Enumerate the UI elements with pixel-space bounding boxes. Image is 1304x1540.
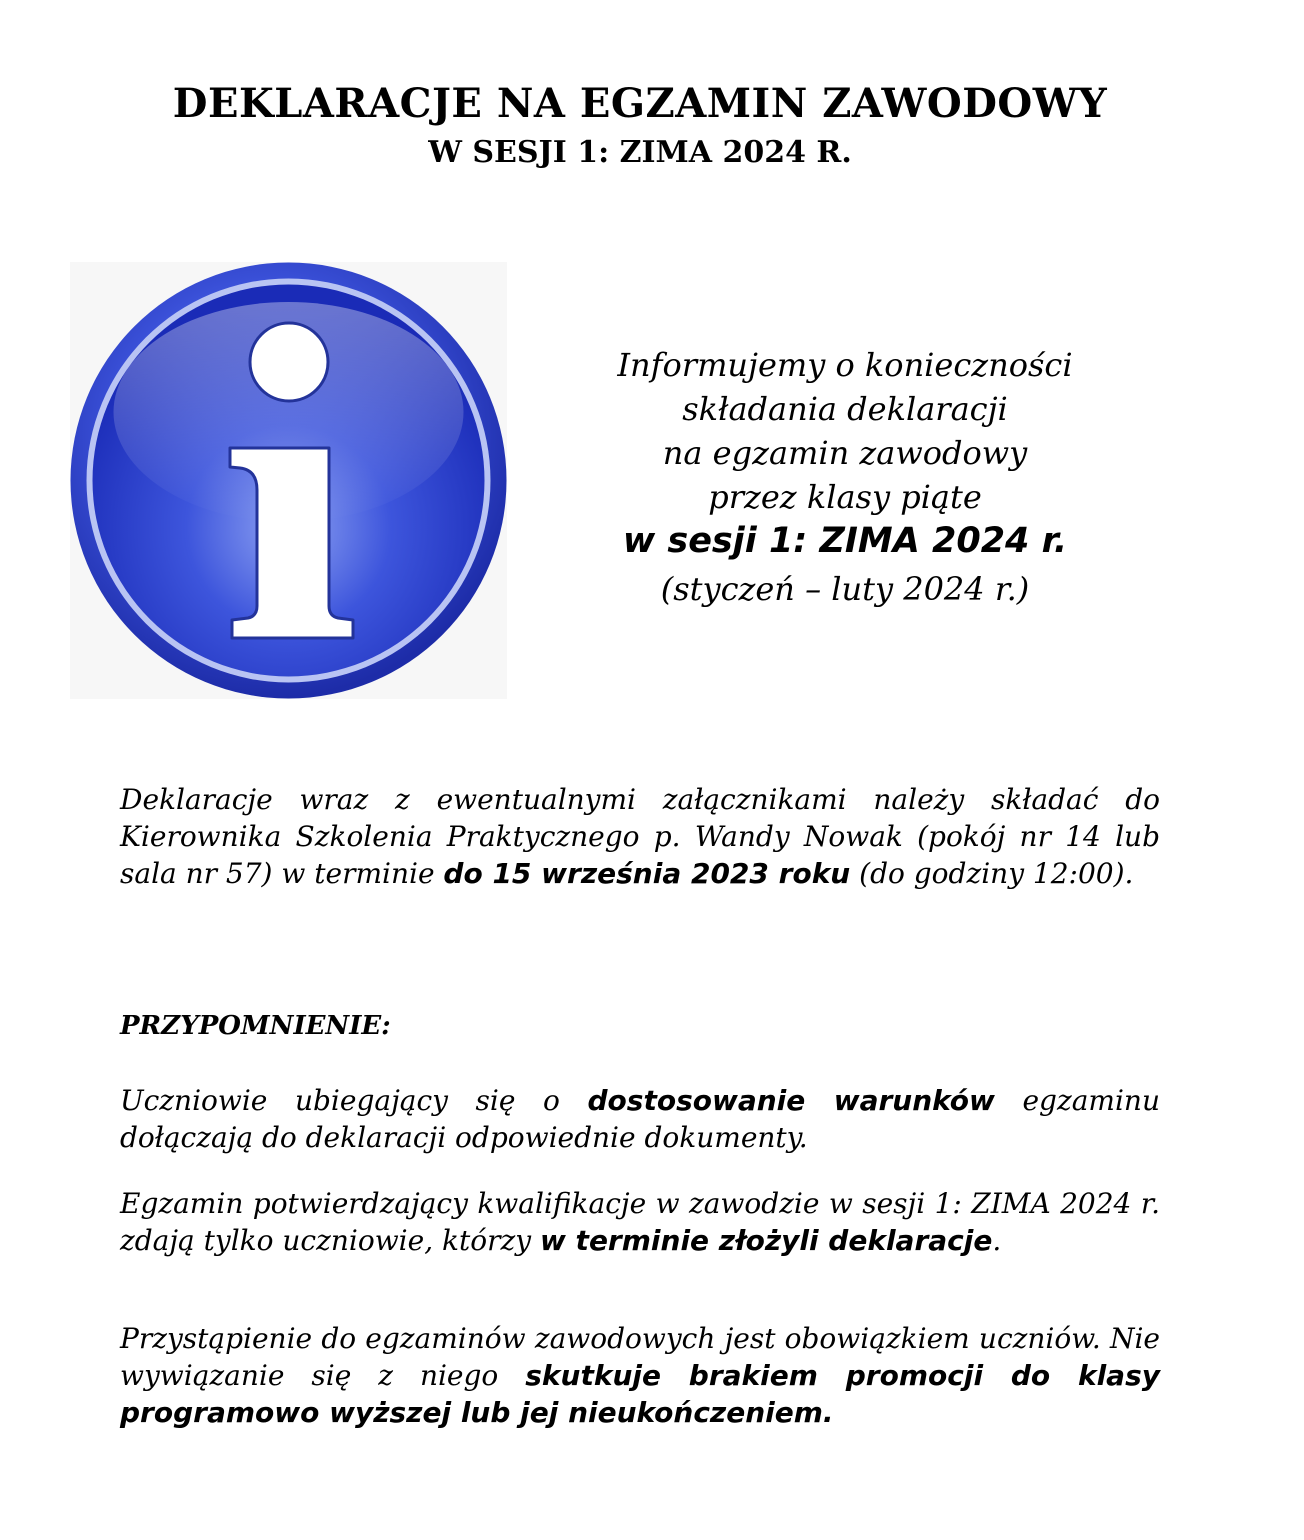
intro-line-2: składania deklaracji — [682, 390, 1008, 428]
reminder-2-text: Egzamin potwierdzający kwalifikacje w zawodzie w sesji 1: ZIMA 2024 r. zdają tylko uczniowie, którzy — [120, 1187, 1160, 1257]
reminder-paragraph-3 — [120, 1320, 1160, 1431]
intro-line-1: Informujemy o konieczności — [617, 346, 1073, 384]
reminder-heading: PRZYPOMNIENIE: — [120, 1011, 391, 1041]
intro-line-3: na egzamin zawodowy — [662, 434, 1028, 472]
reminder-1-text: Uczniowie ubiegający się o — [120, 1084, 588, 1117]
reminder-1-text-end: egzaminu dołączają do deklaracji odpowiednie dokumenty. — [120, 1084, 1160, 1154]
intro-session: w sesji 1: ZIMA 2024 r. — [622, 521, 1068, 561]
page-subtitle: W SESJI 1: ZIMA 2024 R. — [428, 135, 852, 170]
reminder-1-bold: dostosowanie warunków — [587, 1084, 995, 1117]
deadline-date: do 15 września 2023 roku — [443, 857, 851, 890]
reminder-paragraph-2 — [120, 1185, 1160, 1259]
info-icon — [70, 262, 507, 699]
intro-block — [545, 343, 1145, 611]
reminder-2-text-end: . — [992, 1224, 1002, 1257]
intro-period: (styczeń – luty 2024 r.) — [660, 570, 1030, 608]
intro-line-4: przez klasy piąte — [708, 478, 982, 516]
reminder-3-bold: skutkuje brakiem promocji do klasy programowo wyższej lub jej nieukończeniem. — [120, 1359, 1160, 1429]
deadline-text: Deklaracje wraz z ewentualnymi załącznikami należy składać do Kierownika Szkolenia Praktycznego p. Wandy Nowak (pokój nr 14 lub sala nr 57) w terminie — [120, 783, 1160, 890]
deadline-paragraph — [120, 781, 1160, 892]
reminder-paragraph-1 — [120, 1082, 1160, 1156]
deadline-time: (do godziny 12:00). — [850, 857, 1134, 890]
reminder-3-text: Przystąpienie do egzaminów zawodowych jest obowiązkiem uczniów. Nie wywiązanie się z niego — [120, 1322, 1160, 1392]
reminder-2-bold: w terminie złożyli deklaracje — [539, 1224, 993, 1257]
page-title: DEKLARACJE NA EGZAMIN ZAWODOWY — [172, 80, 1108, 127]
